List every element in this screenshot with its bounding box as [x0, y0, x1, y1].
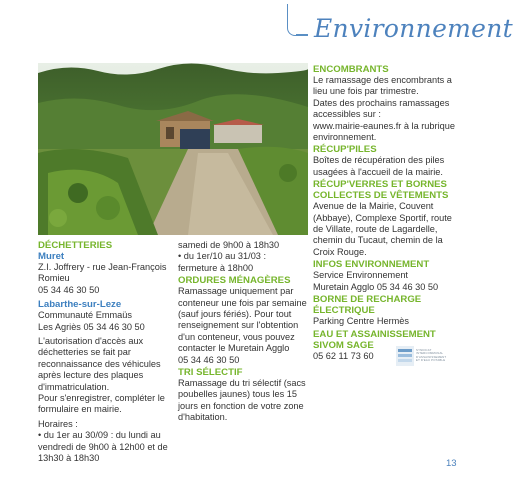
- column-right: [313, 64, 460, 362]
- dechetteries-heading: DÉCHETTERIES: [38, 240, 113, 251]
- page-title: Environnement: [308, 14, 519, 43]
- encombrants-heading: ENCOMBRANTS: [313, 64, 389, 75]
- eau-phone: 05 62 11 73 60: [313, 350, 374, 361]
- menageres-paragraph: Ramassage uniquement par conteneur une fois par semaine (sauf jours fériés). Pour tout renseignement sur l'obtention d'un conteneur, vous pouvez contacter le Muretain Agglo 05 34 46 30 50: [178, 286, 307, 365]
- muret-address: Z.I. Joffrery - rue Jean-François Romieu 05 34 46 30 50: [38, 262, 167, 295]
- column-left: [38, 240, 170, 465]
- page-number: 13: [446, 458, 457, 469]
- tri-paragraph: Ramassage du tri sélectif (sacs poubelles jaunes) tous les 15 jours en fonction de votre zone d'habitation.: [178, 378, 306, 423]
- horaires-continued: samedi de 9h00 à 18h30 • du 1er/10 au 31/03 : fermeture à 18h00: [178, 240, 280, 273]
- encombrants-paragraph: Le ramassage des encombrants a lieu une fois par trimestre. Dates des prochains ramassages accessibles sur : www.mairie-eaunes.fr à la rubrique environnement.: [313, 75, 455, 143]
- piles-paragraph: Boîtes de récupération des piles usagées à l'accueil de la mairie.: [313, 155, 445, 177]
- tri-heading: TRI SÉLECTIF: [178, 367, 243, 379]
- verres-paragraph: Avenue de la Mairie, Couvent (Abbaye), Complexe Sportif, route de Villate, route de Lagardelle, chemin du Tucaut, chemin de la Croix Rouge.: [313, 201, 452, 257]
- borne-heading: BORNE DE RECHARGE ÉLECTRIQUE: [313, 294, 422, 317]
- sivom-logo: [396, 346, 452, 368]
- access-paragraph: L'autorisation d'accès aux déchetteries se fait par reconnaissance des véhicules après lecture des plaques d'immatriculation. Pour s'enregistrer, compléter le formulaire en mairie.: [38, 336, 165, 415]
- labarthe-address: Communauté Emmaüs Les Agriès 05 34 46 30 50: [38, 310, 145, 332]
- infos-heading: INFOS ENVIRONNEMENT: [313, 259, 430, 271]
- borne-paragraph: Parking Centre Hermès: [313, 316, 409, 327]
- muret-heading: Muret: [38, 251, 65, 262]
- horaires-paragraph: Horaires : • du 1er au 30/09 : du lundi au vendredi de 9h00 à 12h00 et de 13h30 à 18h30: [38, 418, 168, 464]
- menageres-heading: ORDURES MÉNAGÈRES: [178, 275, 291, 287]
- garden-photo: [38, 63, 308, 235]
- infos-paragraph: Service Environnement Muretain Agglo 05 34 46 30 50: [313, 270, 439, 292]
- piles-heading: RÉCUP'PILES: [313, 144, 377, 156]
- verres-heading: RÉCUP'VERRES ET BORNES COLLECTES DE VÊTEMENTS: [313, 179, 449, 202]
- header-bracket: [287, 4, 297, 36]
- sivom-logo-text: SYNDICAT INTERCOMMUNAL D'ASSAINISSEMENT ET D'EAU POTABLE: [416, 348, 447, 363]
- eau-heading: EAU ET ASSAINISSEMENT SIVOM SAGE: [313, 328, 436, 351]
- labarthe-heading: Labarthe-sur-Leze: [38, 299, 122, 311]
- sivom-logo-icon: [396, 346, 414, 366]
- column-middle: [178, 240, 310, 424]
